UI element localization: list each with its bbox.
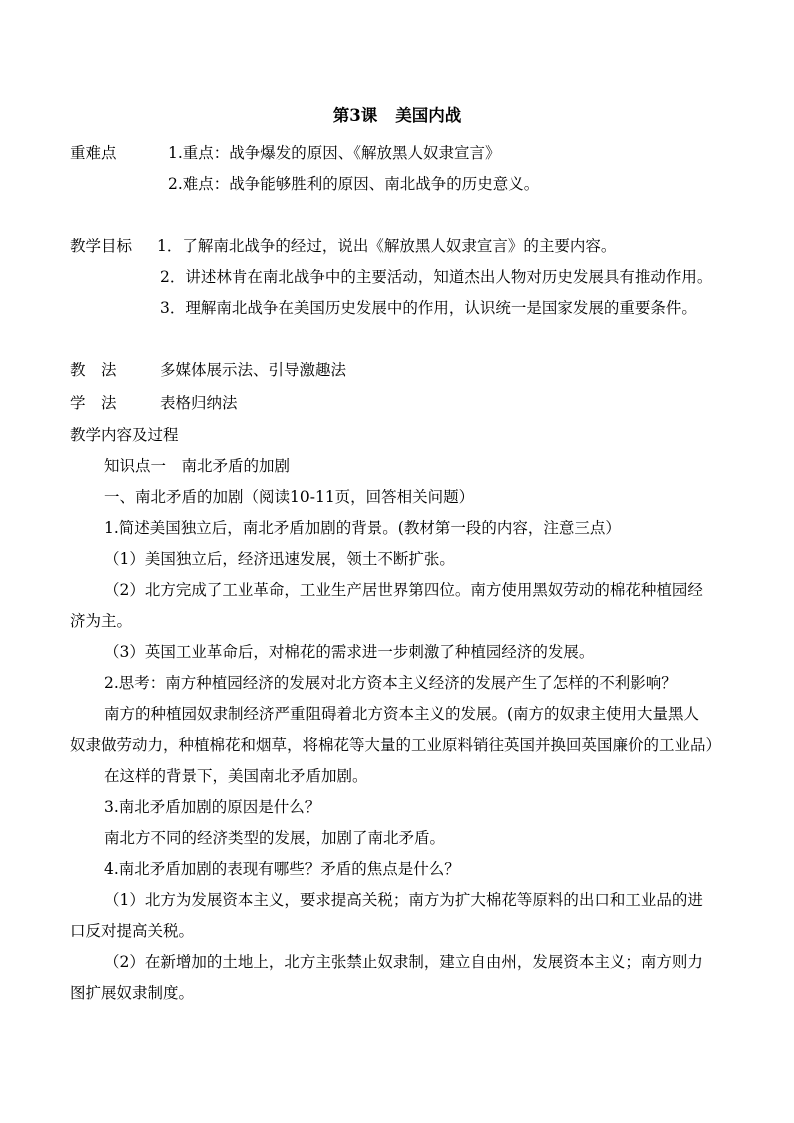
learning-method-label: 学 法 bbox=[70, 394, 117, 412]
body-line: 一、南北矛盾的加剧（阅读10-11页，回答相关问题） bbox=[104, 488, 475, 506]
body-line: 1.简述美国独立后，南北矛盾加剧的背景。(教材第一段的内容，注意三点） bbox=[104, 519, 621, 537]
body-line: 济为主。 bbox=[70, 612, 133, 630]
body-line: 3.南北矛盾加剧的原因是什么？ bbox=[104, 798, 321, 816]
body-line: （2）北方完成了工业革命，工业生产居世界第四位。南方使用黑奴劳动的棉花种植园经 bbox=[104, 581, 703, 599]
body-line: 南北方不同的经济类型的发展，加剧了南北矛盾。 bbox=[104, 829, 446, 847]
key-point-item: 1.重点：战争爆发的原因、《解放黑人奴隶宣言》 bbox=[168, 144, 501, 162]
body-line: 4.南北矛盾加剧的表现有哪些？矛盾的焦点是什么？ bbox=[104, 860, 460, 878]
content-heading: 教学内容及过程 bbox=[70, 426, 179, 444]
objectives-label: 教学目标 bbox=[70, 237, 133, 255]
teaching-method-label: 教 法 bbox=[70, 361, 117, 379]
body-line: （2）在新增加的土地上，北方主张禁止奴隶制，建立自由州，发展资本主义；南方则力 bbox=[104, 953, 703, 971]
teaching-method-value: 多媒体展示法、引导激趣法 bbox=[160, 361, 347, 379]
body-line: 在这样的背景下，美国南北矛盾加剧。 bbox=[104, 767, 368, 785]
body-line: 2.思考：南方种植园经济的发展对北方资本主义经济的发展产生了怎样的不利影响？ bbox=[104, 674, 677, 692]
section-title: 知识点一 南北矛盾的加剧 bbox=[104, 457, 291, 475]
body-line: （1）北方为发展资本主义，要求提高关税；南方为扩大棉花等原料的出口和工业品的进 bbox=[104, 891, 703, 909]
page-title bbox=[0, 108, 794, 125]
objective-item: 3．理解南北战争在美国历史发展中的作用，认识统一是国家发展的重要条件。 bbox=[160, 299, 697, 317]
objective-item: 1．了解南北战争的经过，说出《解放黑人奴隶宣言》的主要内容。 bbox=[157, 237, 617, 255]
body-line: （3）英国工业革命后，对棉花的需求进一步刺激了种植园经济的发展。 bbox=[104, 643, 595, 661]
body-line: 奴隶做劳动力，种植棉花和烟草，将棉花等大量的工业原料销往英国并换回英国廉价的工业品） bbox=[70, 736, 722, 754]
key-point-item: 2.难点：战争能够胜利的原因、南北战争的历史意义。 bbox=[168, 175, 540, 193]
learning-method-value: 表格归纳法 bbox=[160, 394, 238, 412]
body-line: 图扩展奴隶制度。 bbox=[70, 984, 195, 1002]
body-line: 口反对提高关税。 bbox=[70, 922, 195, 940]
objective-item: 2．讲述林肯在南北战争中的主要活动，知道杰出人物对历史发展具有推动作用。 bbox=[160, 268, 713, 286]
body-line: （1）美国独立后，经济迅速发展，领土不断扩张。 bbox=[104, 550, 455, 568]
body-line: 南方的种植园奴隶制经济严重阻碍着北方资本主义的发展。(南方的奴隶主使用大量黑人 bbox=[104, 705, 700, 723]
lesson-number: 第3课 bbox=[332, 106, 378, 125]
lesson-topic: 美国内战 bbox=[395, 106, 462, 125]
key-points-label: 重难点 bbox=[70, 144, 117, 162]
